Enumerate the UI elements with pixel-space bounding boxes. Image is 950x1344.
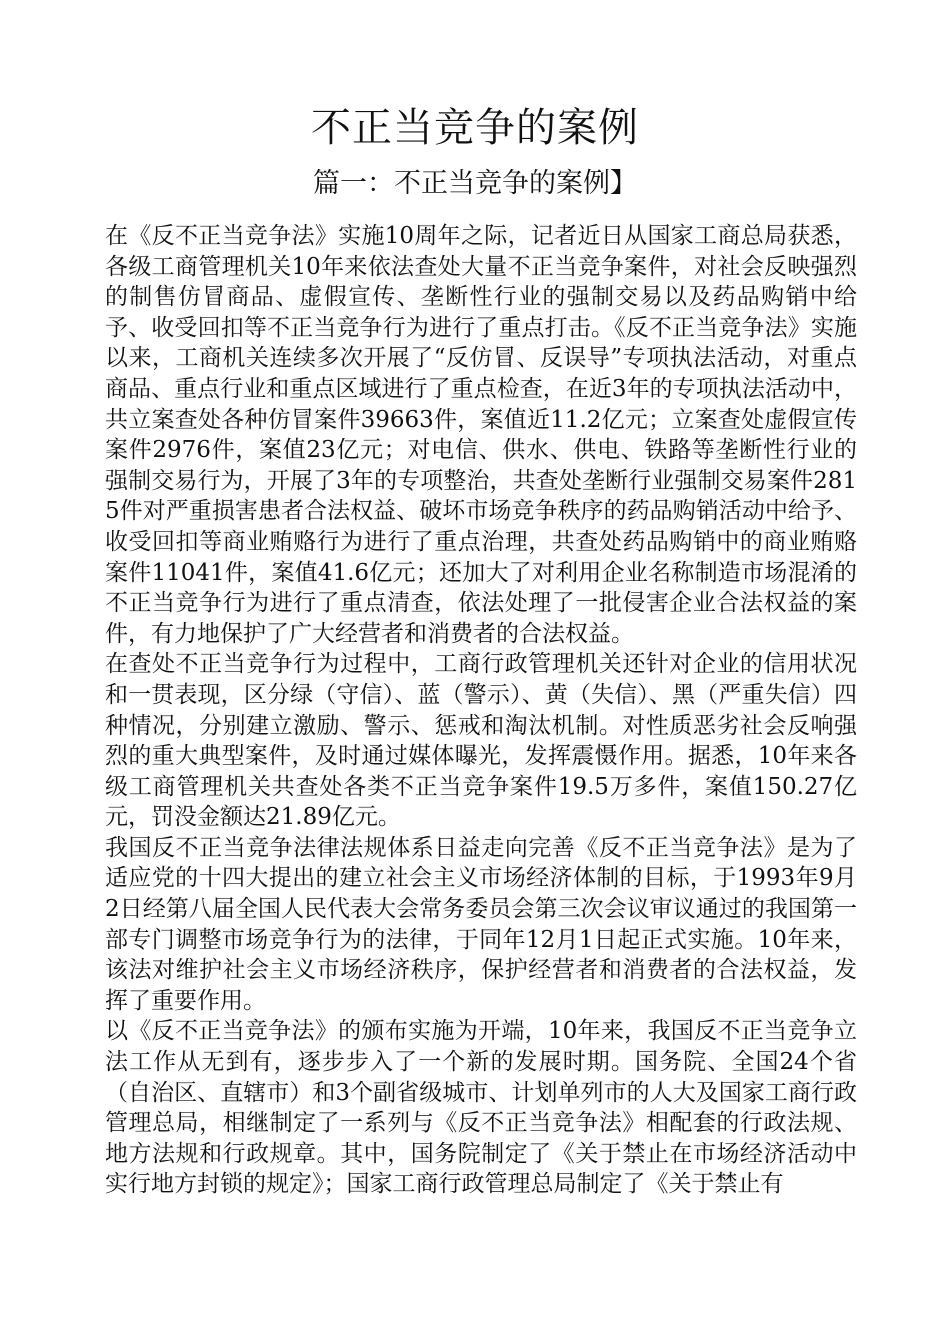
paragraph-4: 以《反不正当竞争法》的颁布实施为开端，10年来，我国反不正当竞争立法工作从无到有，逐步步入了一个新的发展时期。国务院、全国24个省（自治区、直辖市）和3个副省级城市、计划单列市的人大及国家工商行政管理总局，相继制定了一系列与《反不正当竞争法》相配套的行政法规、地方法规和行政规章。其中，国务院制定了《关于禁止在市场经济活动中实行地方封锁的规定》；国家工商行政管理总局制定了《关于禁止有 (105, 1018, 857, 1198)
paragraph-1: 在《反不正当竞争法》实施10周年之际，记者近日从国家工商总局获悉，各级工商管理机关10年来依法查处大量不正当竞争案件，对社会反映强烈的制售仿冒商品、虚假宣传、垄断性行业的强制交易以及药品购销中给予、收受回扣等不正当竞争行为进行了重点打击。《反不正当竞争法》实施以来，工商机关连续多次开展了“反仿冒、反误导”专项执法活动，对重点商品、重点行业和重点区域进行了重点检查，在近3年的专项执法活动中，共立案查处各种仿冒案件39663件，案值近11.2亿元；立案查处虚假宣传案件2976件，案值23亿元；对电信、供水、供电、铁路等垄断性行业的强制交易行为，开展了3年的专项整治，共查处垄断行业强制交易案件2815件对严重损害患者合法权益、破坏市场竞争秩序的药品购销活动中给予、收受回扣等商业贿赂行为进行了重点治理，共查处药品购销中的商业贿赂案件11041件，案值41.6亿元；还加大了对利用企业名称制造市场混淆的不正当竞争行为进行了重点清查，依法处理了一批侵害企业合法权益的案件，有力地保护了广大经营者和消费者的合法权益。 (105, 223, 857, 647)
paragraph-3: 我国反不正当竞争法律法规体系日益走向完善《反不正当竞争法》是为了适应党的十四大提出的建立社会主义市场经济体制的目标，于1993年9月2日经第八届全国人民代表大会常务委员会第三次会议审议通过的我国第一部专门调整市场竞争行为的法律，于同年12月1日起正式实施。10年来，该法对维护社会主义市场经济秩序，保护经营者和消费者的合法权益，发挥了重要作用。 (105, 834, 857, 1014)
document-subtitle: 篇一：不正当竞争的案例】 (313, 168, 637, 199)
paragraph-2: 在查处不正当竞争行为过程中，工商行政管理机关还针对企业的信用状况和一贯表现，区分绿（守信）、蓝（警示）、黄（失信）、黑（严重失信）四种情况，分别建立激励、警示、惩戒和淘汰机制。对性质恶劣社会反响强烈的重大典型案件，及时通过媒体曝光，发挥震慑作用。据悉，10年来各级工商管理机关共查处各类不正当竞争案件19.5万多件，案值150.27亿元，罚没金额达21.89亿元。 (105, 651, 857, 831)
document-body (105, 221, 857, 1200)
document-title: 不正当竞争的案例 (311, 105, 639, 151)
